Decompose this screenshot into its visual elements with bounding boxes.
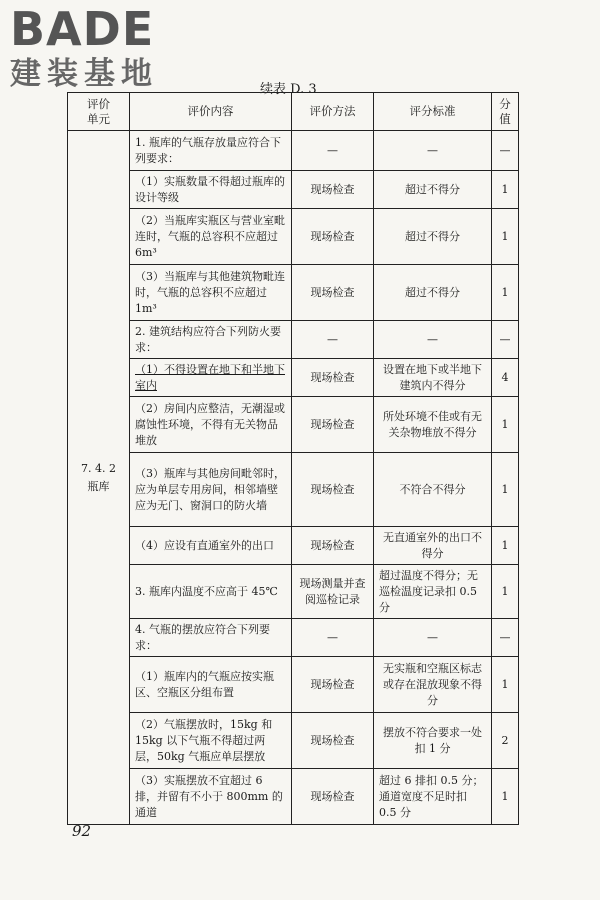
method-cell: 现场检查 xyxy=(292,209,374,265)
content-cell: （1）实瓶数量不得超过瓶库的设计等级 xyxy=(130,171,292,209)
table-row xyxy=(68,565,519,619)
criteria-cell: — xyxy=(374,321,492,359)
table-row xyxy=(68,397,519,453)
score-cell: 1 xyxy=(492,397,519,453)
criteria-cell: 超过温度不得分；无巡检温度记录扣 0.5 分 xyxy=(374,565,492,619)
score-cell: 1 xyxy=(492,171,519,209)
criteria-cell: 超过不得分 xyxy=(374,265,492,321)
unit-cell: 7. 4. 2 瓶库 xyxy=(68,131,130,825)
table-row xyxy=(68,321,519,359)
table-header-row xyxy=(68,93,519,131)
criteria-cell: 无直通室外的出口不得分 xyxy=(374,527,492,565)
logo-main-text: BADE xyxy=(10,2,155,56)
page-number: 92 xyxy=(72,822,92,840)
table-row xyxy=(68,359,519,397)
method-cell: 现场检查 xyxy=(292,397,374,453)
score-cell: 1 xyxy=(492,565,519,619)
content-cell: （2）当瓶库实瓶区与营业室毗连时，气瓶的总容积不应超过 6m³ xyxy=(130,209,292,265)
score-cell: 1 xyxy=(492,769,519,825)
score-cell: 1 xyxy=(492,265,519,321)
content-cell: （3）当瓶库与其他建筑物毗连时，气瓶的总容积不应超过 1m³ xyxy=(130,265,292,321)
content-cell: （2）房间内应整洁，无潮湿或腐蚀性环境，不得有无关物品堆放 xyxy=(130,397,292,453)
score-cell: 1 xyxy=(492,657,519,713)
score-cell: — xyxy=(492,321,519,359)
score-cell: 1 xyxy=(492,453,519,527)
table-row xyxy=(68,453,519,527)
content-cell: （3）实瓶摆放不宜超过 6 排，并留有不小于 800mm 的通道 xyxy=(130,769,292,825)
method-cell: — xyxy=(292,131,374,171)
score-cell: — xyxy=(492,619,519,657)
content-cell: （1）不得设置在地下和半地下室内 xyxy=(130,359,292,397)
method-cell: 现场测量并查阅巡检记录 xyxy=(292,565,374,619)
score-cell: 2 xyxy=(492,713,519,769)
method-cell: 现场检查 xyxy=(292,453,374,527)
criteria-cell: 超过 6 排扣 0.5 分；通道宽度不足时扣 0.5 分 xyxy=(374,769,492,825)
criteria-cell: 超过不得分 xyxy=(374,171,492,209)
method-cell: 现场检查 xyxy=(292,265,374,321)
criteria-cell: 设置在地下或半地下建筑内不得分 xyxy=(374,359,492,397)
header-content: 评价内容 xyxy=(130,93,292,131)
table-row xyxy=(68,769,519,825)
evaluation-table xyxy=(67,92,519,825)
header-score: 分 值 xyxy=(492,93,519,131)
criteria-cell: 摆放不符合要求一处扣 1 分 xyxy=(374,713,492,769)
table-row xyxy=(68,265,519,321)
header-unit: 评价 单元 xyxy=(68,93,130,131)
method-cell: 现场检查 xyxy=(292,171,374,209)
content-cell: 3. 瓶库内温度不应高于 45℃ xyxy=(130,565,292,619)
table-row xyxy=(68,619,519,657)
score-cell: 1 xyxy=(492,209,519,265)
content-cell: （3）瓶库与其他房间毗邻时，应为单层专用房间，相邻墙壁应为无门、窗洞口的防火墙 xyxy=(130,453,292,527)
method-cell: 现场检查 xyxy=(292,657,374,713)
criteria-cell: 所处环境不佳或有无关杂物堆放不得分 xyxy=(374,397,492,453)
method-cell: 现场检查 xyxy=(292,359,374,397)
header-method: 评价方法 xyxy=(292,93,374,131)
score-cell: 1 xyxy=(492,527,519,565)
table-row xyxy=(68,131,519,171)
table-row xyxy=(68,713,519,769)
header-criteria: 评分标准 xyxy=(374,93,492,131)
method-cell: 现场检查 xyxy=(292,713,374,769)
method-cell: 现场检查 xyxy=(292,527,374,565)
content-cell: 4. 气瓶的摆放应符合下列要求： xyxy=(130,619,292,657)
content-cell: 2. 建筑结构应符合下列防火要求： xyxy=(130,321,292,359)
method-cell: 现场检查 xyxy=(292,769,374,825)
content-cell: （2）气瓶摆放时，15kg 和 15kg 以下气瓶不得超过两层，50kg 气瓶应单层摆放 xyxy=(130,713,292,769)
criteria-cell: — xyxy=(374,131,492,171)
table-caption: 续表 D. 3 xyxy=(260,82,317,97)
table-row xyxy=(68,209,519,265)
bade-logo xyxy=(10,4,180,94)
criteria-cell: 不符合不得分 xyxy=(374,453,492,527)
criteria-cell: 无实瓶和空瓶区标志或存在混放现象不得分 xyxy=(374,657,492,713)
criteria-cell: — xyxy=(374,619,492,657)
content-cell: （4）应设有直通室外的出口 xyxy=(130,527,292,565)
table-row xyxy=(68,657,519,713)
score-cell: — xyxy=(492,131,519,171)
table-row xyxy=(68,527,519,565)
table-row xyxy=(68,171,519,209)
score-cell: 4 xyxy=(492,359,519,397)
method-cell: — xyxy=(292,619,374,657)
content-cell: （1）瓶库内的气瓶应按实瓶区、空瓶区分组布置 xyxy=(130,657,292,713)
content-cell: 1. 瓶库的气瓶存放量应符合下列要求： xyxy=(130,131,292,171)
logo-sub-text: 建装基地 xyxy=(10,56,158,92)
criteria-cell: 超过不得分 xyxy=(374,209,492,265)
method-cell: — xyxy=(292,321,374,359)
